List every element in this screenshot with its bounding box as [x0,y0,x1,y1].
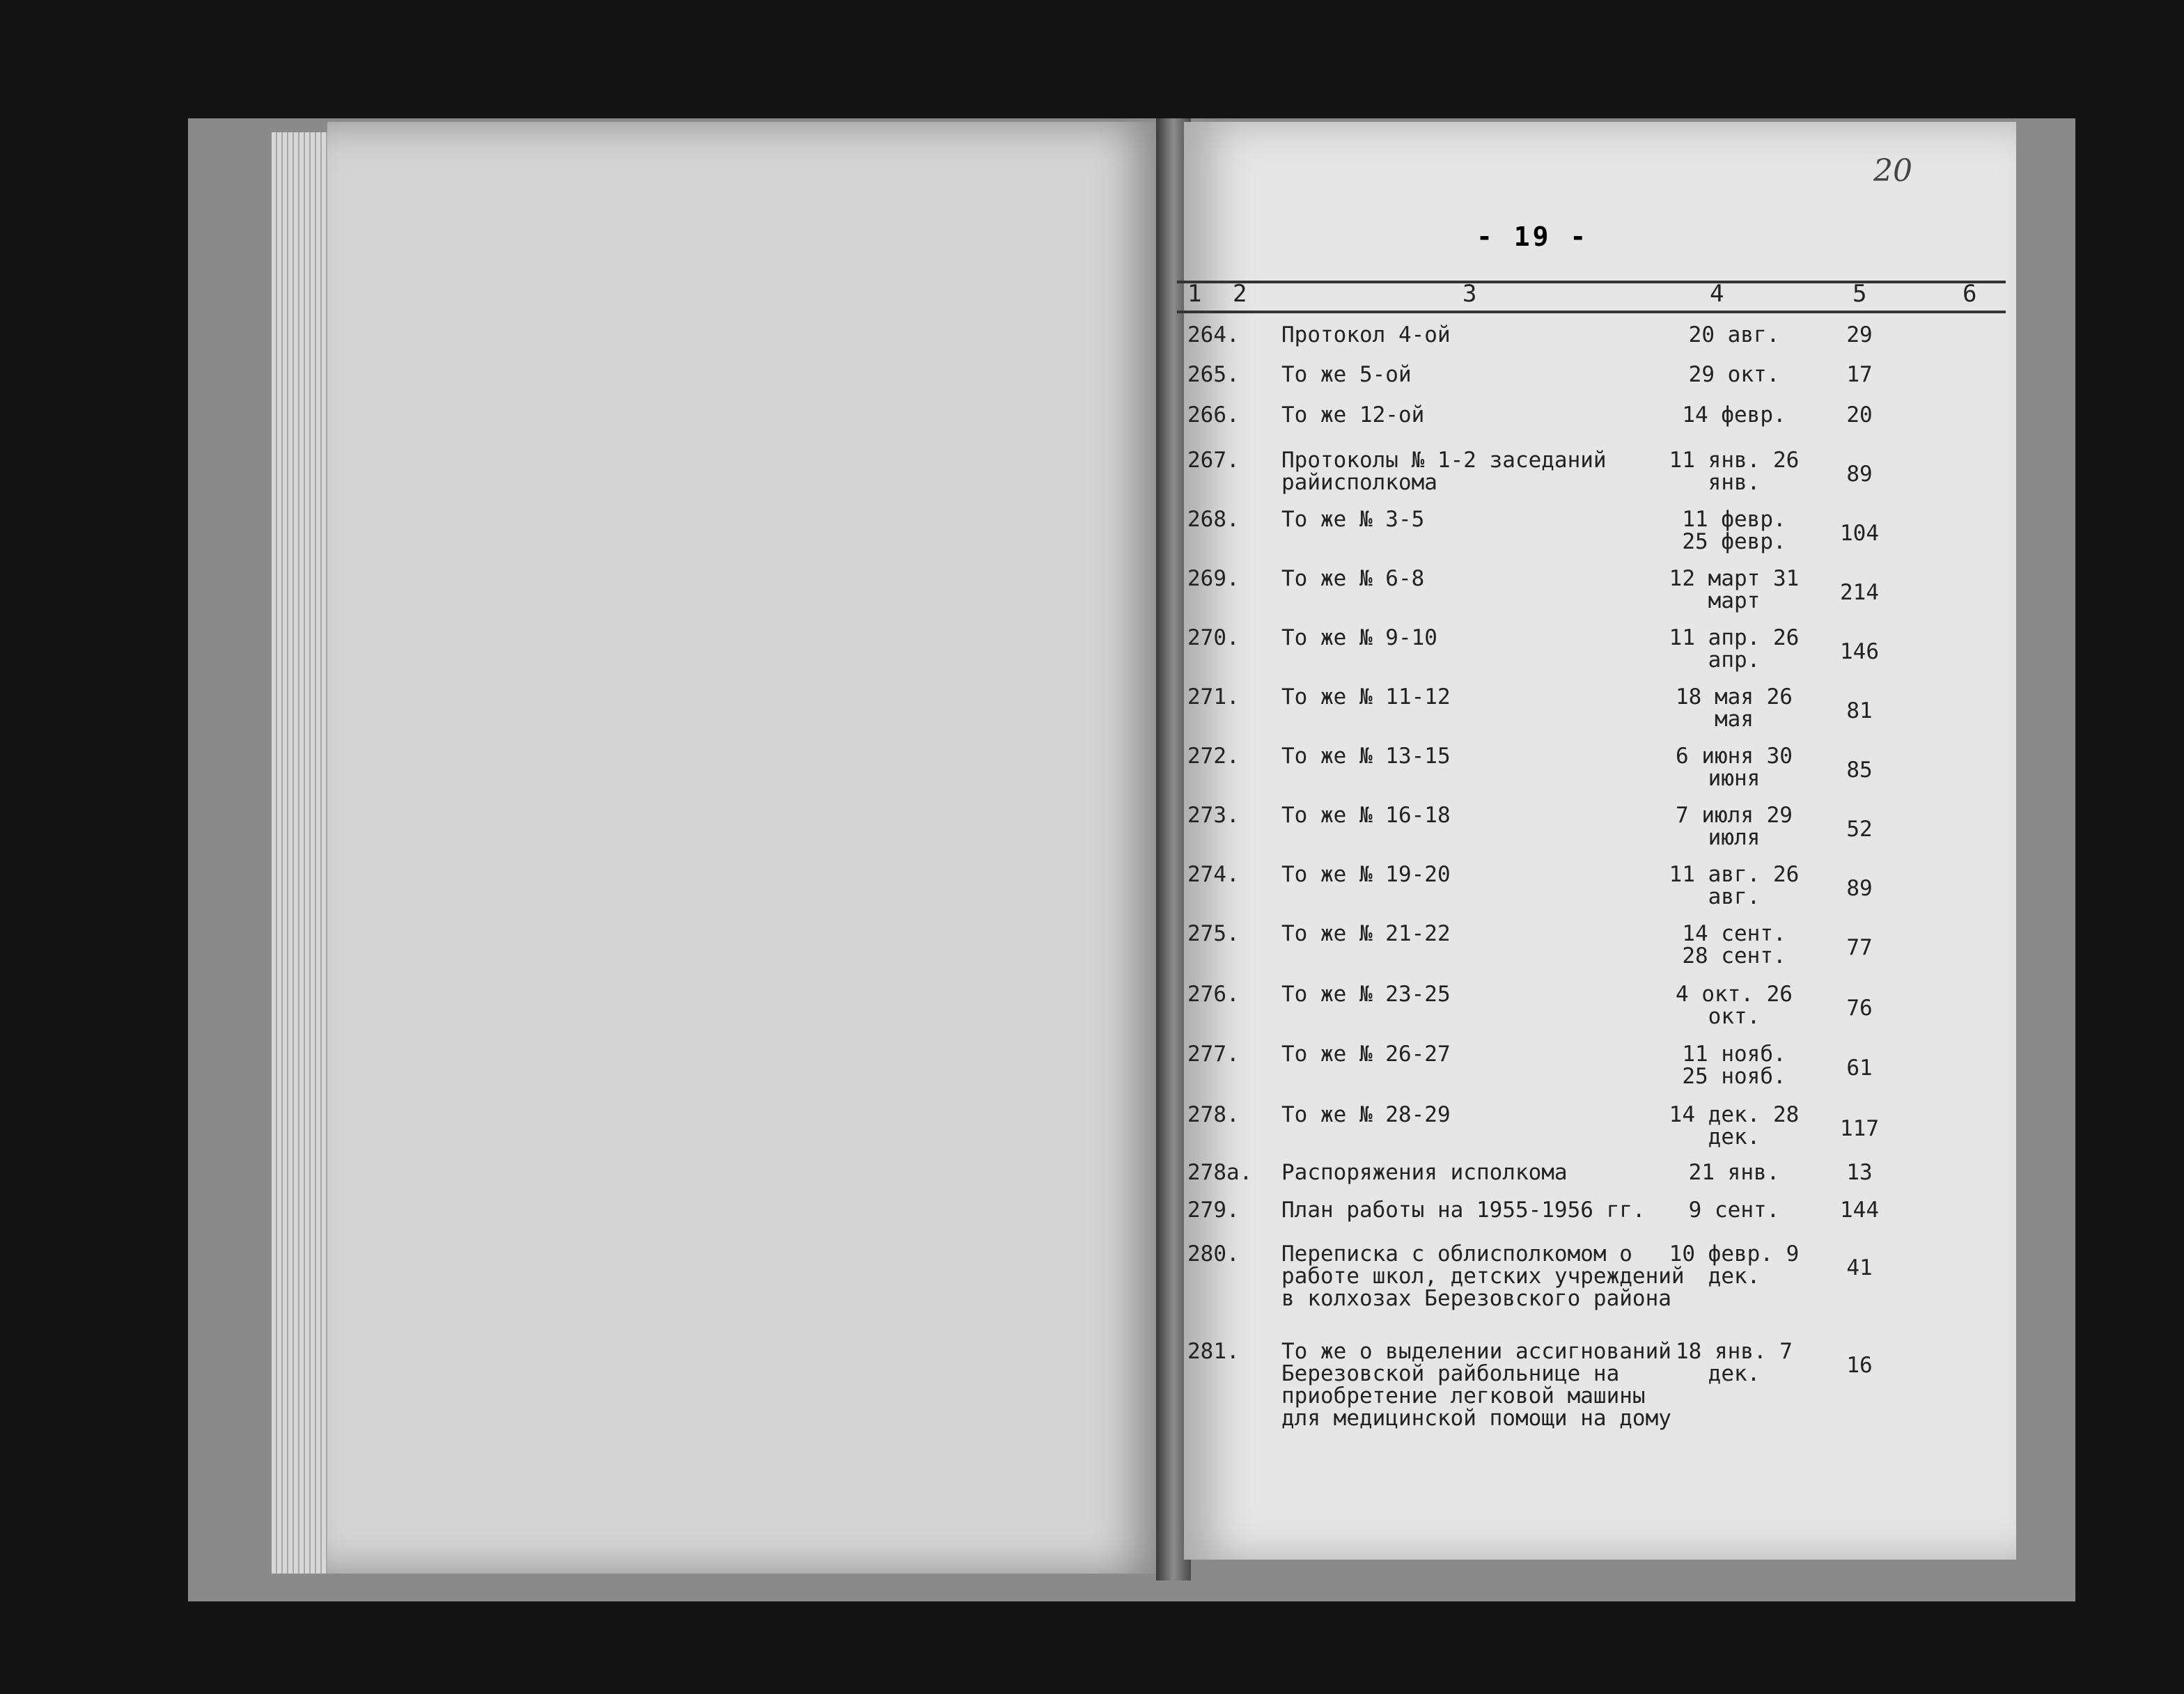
row-sheet-count: 146 [1840,639,1879,664]
row-description: Переписка с облисполкомом о работе школ, детских учреждений в колхозах Березовского района [1281,1241,1685,1311]
page-number: - 19 - [1476,221,1589,252]
row-description: То же № 6-8 [1281,566,1425,591]
row-dates: 12 март 31 март [1669,566,1800,613]
row-number: 278. [1187,1102,1240,1127]
row-dates: 14 февр. [1682,402,1786,428]
row-description: То же № 28-29 [1281,1102,1451,1127]
column-header-1: 1 [1187,280,1202,308]
row-sheet-count: 61 [1846,1056,1873,1081]
row-description: То же № 26-27 [1281,1042,1451,1067]
row-sheet-count: 16 [1846,1353,1873,1378]
row-number: 281. [1187,1339,1240,1364]
page-edges [272,132,334,1574]
row-number: 279. [1187,1198,1240,1223]
table-header-top-rule [1177,281,2006,283]
row-description: То же № 13-15 [1281,744,1451,769]
row-sheet-count: 13 [1846,1160,1873,1185]
row-dates: 21 янв. [1688,1160,1780,1185]
row-number: 269. [1187,566,1240,591]
row-number: 266. [1187,402,1240,428]
row-sheet-count: 214 [1840,580,1879,605]
row-number: 278а. [1187,1160,1253,1185]
row-dates: 9 сент. [1688,1198,1780,1223]
row-description: То же № 3-5 [1281,507,1425,532]
row-dates: 7 июля 29 июля [1676,803,1793,850]
row-sheet-count: 89 [1846,462,1873,487]
row-sheet-count: 104 [1840,521,1879,546]
row-number: 264. [1187,322,1240,347]
row-sheet-count: 89 [1846,876,1873,901]
row-number: 268. [1187,507,1240,532]
row-sheet-count: 17 [1846,362,1873,387]
row-number: 265. [1187,362,1240,387]
row-number: 277. [1187,1042,1240,1067]
left-page-blank [327,122,1163,1574]
row-sheet-count: 29 [1846,322,1873,347]
row-description: План работы на 1955-1956 гг. [1281,1198,1646,1223]
row-dates: 6 июня 30 июня [1676,744,1793,791]
row-sheet-count: 77 [1846,935,1873,960]
handwritten-sheet-number: 20 [1873,153,1912,189]
row-dates: 11 февр. 25 февр. [1682,507,1786,554]
row-sheet-count: 144 [1840,1198,1879,1223]
column-header-3: 3 [1462,280,1477,308]
row-description: То же № 19-20 [1281,862,1451,887]
row-dates: 14 дек. 28 дек. [1669,1102,1800,1150]
row-dates: 20 авг. [1688,322,1780,347]
row-number: 276. [1187,982,1240,1007]
column-header-6: 6 [1963,280,1977,308]
column-header-4: 4 [1710,280,1724,308]
row-sheet-count: 76 [1846,996,1873,1021]
row-description: То же о выделении ассигнований Березовской райбольнице на приобретение легковой машины для медицинской помощи на дому [1281,1339,1671,1431]
row-description: То же № 21-22 [1281,921,1451,946]
row-number: 275. [1187,921,1240,946]
row-description: То же № 9-10 [1281,625,1437,650]
row-number: 272. [1187,744,1240,769]
row-description: То же № 16-18 [1281,803,1451,828]
row-dates: 14 сент. 28 сент. [1682,921,1786,968]
row-sheet-count: 20 [1846,402,1873,428]
row-dates: 11 нояб. 25 нояб. [1682,1042,1786,1089]
row-dates: 18 янв. 7 дек. [1676,1339,1793,1386]
row-description: Протоколы № 1-2 заседаний райисполкома [1281,448,1607,495]
row-dates: 4 окт. 26 окт. [1676,982,1793,1029]
row-sheet-count: 117 [1840,1116,1879,1141]
row-dates: 11 апр. 26 апр. [1669,625,1800,673]
column-header-5: 5 [1852,280,1867,308]
row-number: 274. [1187,862,1240,887]
row-description: Протокол 4-ой [1281,322,1451,347]
row-sheet-count: 85 [1846,758,1873,783]
row-description: То же № 11-12 [1281,684,1451,709]
row-number: 267. [1187,448,1240,473]
row-description: То же 12-ой [1281,402,1425,428]
table-header-bottom-rule [1177,311,2006,313]
row-dates: 11 авг. 26 авг. [1669,862,1800,909]
column-header-2: 2 [1233,280,1247,308]
row-dates: 10 февр. 9 дек. [1669,1241,1800,1289]
row-dates: 11 янв. 26 янв. [1669,448,1800,495]
row-description: Распоряжения исполкома [1281,1160,1568,1185]
row-description: То же 5-ой [1281,362,1412,387]
row-dates: 29 окт. [1688,362,1780,387]
row-number: 273. [1187,803,1240,828]
row-number: 280. [1187,1241,1240,1266]
row-sheet-count: 41 [1846,1255,1873,1280]
row-description: То же № 23-25 [1281,982,1451,1007]
row-dates: 18 мая 26 мая [1676,684,1793,732]
row-sheet-count: 52 [1846,817,1873,842]
row-number: 271. [1187,684,1240,709]
row-number: 270. [1187,625,1240,650]
row-sheet-count: 81 [1846,698,1873,723]
